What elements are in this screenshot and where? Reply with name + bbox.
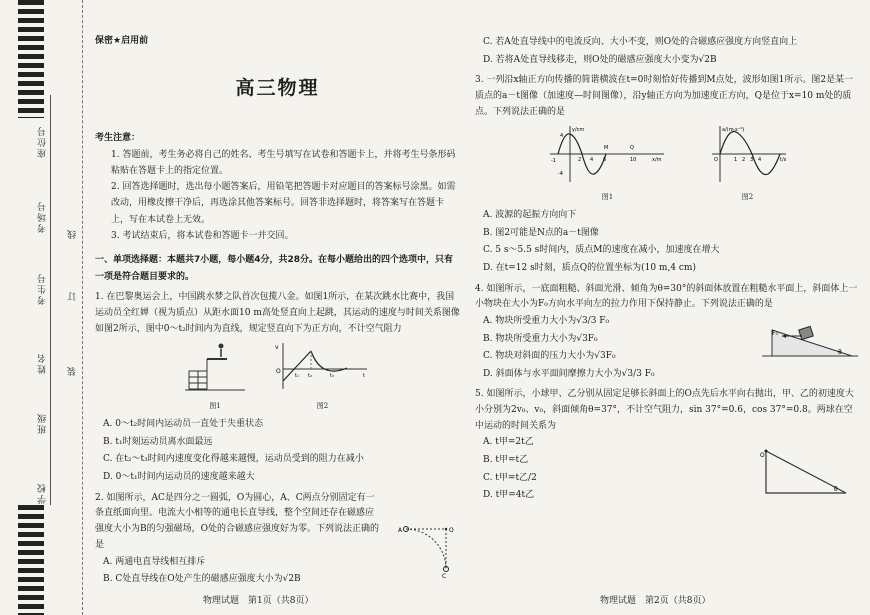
- figure-vt-graph: [275, 341, 370, 412]
- option-c: C. 物块对斜面的压力大小为√3F₀: [483, 351, 616, 362]
- option-b: B. t₁时刻运动员离水面最远: [103, 436, 213, 447]
- notice-list: [95, 147, 460, 244]
- margin-line: [50, 95, 51, 505]
- svg-text:y/cm: y/cm: [571, 127, 584, 134]
- svg-text:4: 4: [589, 157, 593, 164]
- question-stem: 5. 如图所示，小球甲、乙分别从固定足够长斜面上的O点先后水平向右抛出，甲、乙的初速度大小分别为2v₀、v₀，斜面倾角θ=37°，不计空气阻力，sin 37°=0.6，cos 37°=0.8。两球在空中运动的时间关系为: [475, 389, 854, 431]
- option-a: A. t甲=2t乙: [483, 437, 534, 448]
- label-name: 姓名: [38, 352, 48, 374]
- figure-caption: 图2: [316, 402, 329, 411]
- label-seat-number: 座位号: [38, 125, 48, 158]
- option-b: B. 物块所受重力大小为√3F₀: [483, 333, 598, 344]
- figure-caption: 图1: [209, 402, 221, 411]
- figure-quarter-arc: [398, 521, 458, 579]
- option-d: D. 在t=12 s时刻，质点Q的位置坐标为(10 m,4 cm): [483, 262, 696, 273]
- svg-text:θ: θ: [838, 348, 842, 356]
- svg-text:6: 6: [602, 157, 606, 164]
- svg-text:θ: θ: [834, 486, 838, 494]
- svg-text:4: 4: [559, 133, 563, 140]
- figure-incline-projectile: [760, 449, 850, 499]
- option-d: D. 若将A处直导线移走，则O处的磁感应强度大小变为√2B: [483, 54, 717, 65]
- barcode-stripes-bottom: [18, 505, 44, 615]
- svg-text:4: 4: [757, 157, 761, 164]
- question-1: [95, 290, 460, 486]
- notice-item: 3. 考试结束后，将本试卷和答题卡一并交回。: [111, 230, 294, 241]
- question-3-figures: [475, 124, 860, 203]
- option-b: B. C处直导线在O处产生的磁感应强度大小为√2B: [103, 574, 301, 585]
- option-d: D. 0～t₁时间内运动员的速度越来越大: [103, 471, 255, 482]
- svg-text:a/(m·s⁻²): a/(m·s⁻²): [721, 127, 744, 134]
- figure-wave: [548, 124, 668, 203]
- page-2: [475, 0, 860, 606]
- svg-text:-1: -1: [550, 158, 556, 165]
- binding-margin: [0, 0, 92, 615]
- question-stem: 2. 如图所示，AC是四分之一圆弧，O为圆心，A、C两点分别固定有一条直纸面向里、电流大小相等的通电长直导线，整个空间还存在磁感应强度大小为B的匀强磁场，O处的合磁感应强度好为零。下列说法正确的是: [95, 492, 379, 550]
- secret-mark: 保密★启用前: [95, 36, 149, 46]
- svg-text:1: 1: [733, 157, 737, 164]
- binding-mark-order: 订: [68, 290, 78, 301]
- svg-text:10: 10: [629, 157, 636, 164]
- page-footer: 物理试题 第1页（共8页）: [203, 596, 314, 606]
- svg-text:t₃: t₃: [330, 373, 334, 380]
- figure-caption: 图2: [741, 193, 754, 202]
- barcode-stripes-top: [18, 0, 44, 118]
- option-b: B. 图2可能是N点的a－t图像: [483, 227, 599, 238]
- point-label: C: [442, 572, 447, 579]
- svg-text:t₁: t₁: [295, 373, 299, 380]
- svg-text:O: O: [760, 452, 765, 460]
- svg-text:t₂: t₂: [308, 373, 312, 380]
- option-c: C. 5 s～5.5 s时间内，质点M的速度在减小，加速度在增大: [483, 245, 720, 256]
- question-1-figures: [95, 341, 460, 412]
- svg-text:t/s: t/s: [779, 157, 786, 164]
- svg-text:O: O: [276, 368, 281, 376]
- question-2-continued: [475, 34, 860, 69]
- section-heading: 一、单项选择题：本题共7小题，每小题4分，共28分。在每小题给出的四个选项中，只有一项是符合题目要求的。: [95, 254, 454, 282]
- svg-text:M: M: [603, 145, 608, 152]
- question-3: [475, 73, 860, 277]
- svg-text:x/m: x/m: [651, 157, 662, 164]
- label-class: 班级: [38, 412, 48, 434]
- question-4: [475, 282, 860, 384]
- option-c: C. 若A处直导线中的电流反向、大小不变，则O处的合磁感应强度方向竖直向上: [483, 37, 798, 47]
- page-1: [95, 0, 460, 606]
- svg-text:O: O: [713, 157, 718, 164]
- binding-mark-line: 线: [68, 228, 78, 239]
- point-label: O: [449, 526, 454, 534]
- figure-acceleration-time: [708, 124, 788, 203]
- notice-heading: 考生注意：: [95, 133, 141, 143]
- option-c: C. t甲=t乙/2: [483, 472, 537, 483]
- figure-caption: 图1: [601, 193, 614, 202]
- option-a: A. 物块所受重力大小为√3/3 F₀: [483, 316, 610, 327]
- figure-diving-board: [185, 341, 245, 412]
- svg-text:Q: Q: [629, 145, 634, 152]
- page-footer: 物理试题 第2页（共8页）: [600, 596, 711, 606]
- svg-text:F₀: F₀: [772, 329, 778, 337]
- question-stem: 4. 如图所示，一底面粗糙、斜面光滑、倾角为θ=30°的斜面体放置在粗糙水平面上，斜面体上一小物块在大小为F₀方向水平向左的拉力作用下保持静止。下列说法正确的是: [475, 283, 858, 310]
- question-stem: 1. 在巴黎奥运会上，中国跳水梦之队首次包揽八金。如图1所示，在某次跳水比赛中，我国运动员全红婵（视为质点）从距水面10 m高处竖直向上起跳，其运动的速度与时间关系图像如图2所示，图中0～t₂时间内为直线，规定竖直向下为正方向，不计空气阻力: [95, 292, 460, 334]
- svg-text:3: 3: [749, 157, 753, 164]
- label-exam-room: 考场号: [38, 200, 48, 233]
- notice-item: 1. 答题前，考生务必将自己的姓名、考生号填写在试卷和答题卡上，并将考生号条形码粘贴在答题卡上的指定位置。: [111, 149, 456, 176]
- svg-text:2: 2: [577, 157, 581, 164]
- option-d: D. 斜面体与水平面间摩擦力大小为√3/3 F₀: [483, 368, 655, 379]
- page-title: 高三物理: [235, 76, 320, 99]
- question-2: [95, 491, 460, 589]
- svg-text:v: v: [275, 344, 279, 352]
- point-label: A: [398, 526, 403, 534]
- figure-incline-block: [760, 320, 860, 360]
- svg-text:2: 2: [741, 157, 745, 164]
- question-5: [475, 387, 860, 504]
- option-d: D. t甲=4t乙: [483, 490, 535, 501]
- option-a: A. 波源的起振方向向下: [483, 210, 577, 221]
- label-student-number: 考生号: [38, 272, 48, 305]
- binding-mark-bind: 装: [68, 365, 78, 376]
- label-school: 学校: [38, 482, 48, 504]
- svg-text:-4: -4: [557, 171, 563, 178]
- cut-line: [82, 0, 83, 615]
- option-a: A. 两通电直导线相互排斥: [103, 556, 206, 567]
- option-b: B. t甲=t乙: [483, 455, 529, 466]
- option-c: C. 在t₂～t₃时间内速度变化得越来越慢，运动员受到的阻力在减小: [103, 454, 364, 465]
- option-a: A. 0～t₂时间内运动员一直处于失重状态: [103, 419, 264, 430]
- question-stem: 3. 一列沿x轴正方向传播的简谐横波在t=0时刻恰好传播到M点处，波形如图1所示。图2是某一质点的a－t图像（加速度—时间图像），沿y轴正方向为加速度正方向，Q是位于x=10 m处的质点。下列说法正确的是: [475, 75, 854, 117]
- notice-item: 2. 回答选择题时，选出每小题答案后，用铅笔把答题卡对应题目的答案标号涂黑。如需改动，用橡皮擦干净后，再选涂其他答案标号。回答非选择题时，将答案写在答题卡上，写在本试卷上无效。: [111, 182, 456, 225]
- svg-text:t: t: [363, 373, 365, 380]
